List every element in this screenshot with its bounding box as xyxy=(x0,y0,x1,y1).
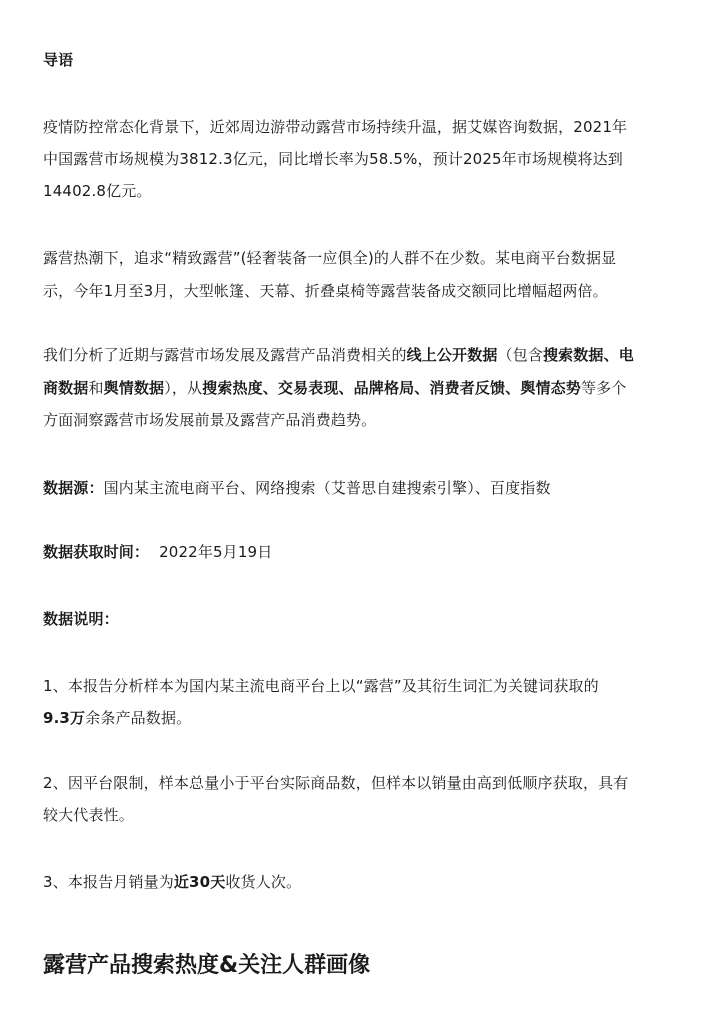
text-line: 疫情防控常态化背景下，近郊周边游带动露营市场持续升温，据艾媒咨询数据，2021年 xyxy=(43,118,628,136)
bold-text: 近30天 xyxy=(173,873,226,891)
text-run: 我们分析了近期与露营市场发展及露营产品消费相关的 xyxy=(43,346,407,364)
bold-text: 搜索数据、电 xyxy=(542,346,634,364)
text-run: 等多个 xyxy=(580,379,627,397)
data-source-label: 数据源： xyxy=(43,479,104,497)
text-run: 3、本报告月销量为 xyxy=(43,873,174,891)
text-run: 收货人次。 xyxy=(225,873,302,891)
note-item-3 xyxy=(43,872,301,892)
text-run: 余条产品数据。 xyxy=(85,709,192,727)
text-run: ），从 xyxy=(164,379,203,397)
text-line: 方面洞察露营市场发展前景及露营产品消费趋势。 xyxy=(43,411,377,429)
bold-text: 线上公开数据 xyxy=(406,346,498,364)
bold-text: 搜索热度、交易表现、品牌格局、消费者反馈、舆情态势 xyxy=(202,379,581,397)
intro-heading: 导语 xyxy=(43,51,74,69)
bold-text: 舆情数据 xyxy=(103,379,165,397)
text-line: 示，今年1月至3月，大型帐篷、天幕、折叠桌椅等露营装备成交额同比增幅超两倍。 xyxy=(43,282,608,300)
text-line: 1、本报告分析样本为国内某主流电商平台上以“露营”及其衍生词汇为关键词获取的 xyxy=(43,677,599,695)
text-line: 14402.8亿元。 xyxy=(43,182,152,200)
data-time-label: 数据获取时间： xyxy=(43,543,150,561)
bold-text: 9.3万 xyxy=(43,709,86,727)
data-notes-label: 数据说明： xyxy=(43,610,119,628)
text-line: 较大代表性。 xyxy=(43,806,134,824)
text-line xyxy=(43,345,634,365)
text-line xyxy=(43,708,191,728)
text-line xyxy=(43,378,626,398)
text-run: （包含 xyxy=(497,346,543,364)
text-run: 和 xyxy=(88,379,104,397)
bold-text: 商数据 xyxy=(43,379,89,397)
section-heading: 露营产品搜索热度&关注人群画像 xyxy=(43,953,371,978)
text-line: 中国露营市场规模为3812.3亿元，同比增长率为58.5%，预计2025年市场规模将达到 xyxy=(43,150,623,168)
data-source-value: 国内某主流电商平台、网络搜索（艾普思自建搜索引擎）、百度指数 xyxy=(103,479,551,497)
text-line: 2、因平台限制，样本总量小于平台实际商品数，但样本以销量由高到低顺序获取，具有 xyxy=(43,774,629,792)
text-line: 露营热潮下，追求“精致露营”(轻奢装备一应俱全)的人群不在少数。某电商平台数据显 xyxy=(43,249,617,267)
data-time-value: 2022年5月19日 xyxy=(159,543,273,561)
data-time-line xyxy=(43,542,272,562)
data-source-line xyxy=(43,478,551,498)
